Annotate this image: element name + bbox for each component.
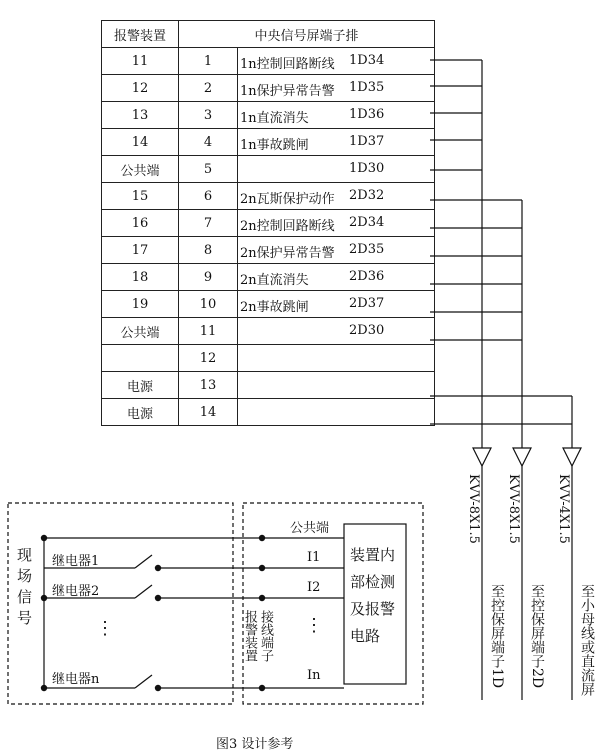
alarm-cell: 18 bbox=[102, 264, 179, 291]
alarm-cell: 公共端 bbox=[102, 156, 179, 183]
terminal-code: 1D30 bbox=[349, 161, 385, 176]
alarm-cell: 15 bbox=[102, 183, 179, 210]
alarm-cell: 公共端 bbox=[102, 318, 179, 345]
relay-1-label: 继电器1 bbox=[52, 554, 100, 569]
alarm-cell: 12 bbox=[102, 75, 179, 102]
alarm-cell: 19 bbox=[102, 291, 179, 318]
terminal-number-cell: 9 bbox=[179, 264, 238, 291]
input-ellipsis: ⋮ bbox=[305, 615, 323, 636]
alarm-cell: 14 bbox=[102, 129, 179, 156]
alarm-cell: 电源 bbox=[102, 372, 179, 399]
header-alarm-device: 报警装置 bbox=[102, 21, 179, 48]
terminal-code: 1D37 bbox=[349, 134, 385, 149]
terminal-number-cell: 2 bbox=[179, 75, 238, 102]
input-i1-label: I1 bbox=[307, 550, 321, 565]
terminal-number-cell: 1 bbox=[179, 48, 238, 75]
signal-description: 2n瓦斯保护动作 bbox=[240, 192, 335, 207]
header-central-signal: 中央信号屏端子排 bbox=[179, 21, 435, 48]
terminal-code: 1D34 bbox=[349, 53, 385, 68]
terminal-number-cell: 5 bbox=[179, 156, 238, 183]
terminal-code: 2D36 bbox=[349, 269, 385, 284]
signal-description: 2n控制回路断线 bbox=[240, 219, 335, 234]
cable-2-type: KVV-8X1.5 bbox=[506, 474, 521, 544]
signal-description: 1n控制回路断线 bbox=[240, 57, 335, 72]
cable-1-type: KVV-8X1.5 bbox=[466, 474, 481, 544]
terminal-number-cell: 4 bbox=[179, 129, 238, 156]
relay-n-label: 继电器n bbox=[52, 672, 100, 687]
terminal-code: 2D37 bbox=[349, 296, 385, 311]
field-signal-label: 现场信号 bbox=[15, 547, 33, 631]
device-box-label: 装置内部检测及报警电路 bbox=[350, 546, 396, 645]
terminal-number-cell: 7 bbox=[179, 210, 238, 237]
alarm-cell: 11 bbox=[102, 48, 179, 75]
cable-1-dest: 至控保屏端子1D bbox=[489, 584, 505, 689]
alarm-cell: 13 bbox=[102, 102, 179, 129]
terminal-number-cell: 12 bbox=[179, 345, 238, 372]
terminal-number-cell: 13 bbox=[179, 372, 238, 399]
terminal-label-b: 报警装置 bbox=[242, 610, 257, 662]
signal-description: 2n保护异常告警 bbox=[240, 246, 335, 261]
terminal-label-a: 接线端子 bbox=[258, 610, 273, 662]
table-wiring bbox=[430, 60, 572, 448]
terminal-number-cell: 11 bbox=[179, 318, 238, 345]
input-i2-label: I2 bbox=[307, 580, 321, 595]
terminal-number-cell: 8 bbox=[179, 237, 238, 264]
terminal-code: 2D34 bbox=[349, 215, 385, 230]
signal-description: 1n直流消失 bbox=[240, 111, 309, 126]
terminal-code: 2D35 bbox=[349, 242, 385, 257]
terminal-code: 2D30 bbox=[349, 323, 385, 338]
cable-3-dest: 至小母线或直流屏 bbox=[579, 584, 595, 696]
input-in-label: In bbox=[307, 668, 321, 683]
alarm-cell: 16 bbox=[102, 210, 179, 237]
alarm-cell: 电源 bbox=[102, 399, 179, 426]
alarm-cell: 17 bbox=[102, 237, 179, 264]
terminal-code: 2D32 bbox=[349, 188, 385, 203]
terminal-number-cell: 3 bbox=[179, 102, 238, 129]
signal-description: 2n直流消失 bbox=[240, 273, 309, 288]
terminal-number-cell: 10 bbox=[179, 291, 238, 318]
signal-description: 1n保护异常告警 bbox=[240, 84, 335, 99]
relay-ellipsis: ⋮ bbox=[96, 618, 114, 639]
cable-2-dest: 至控保屏端子2D bbox=[529, 584, 545, 689]
terminal-number-cell: 6 bbox=[179, 183, 238, 210]
terminal-number-cell: 14 bbox=[179, 399, 238, 426]
signal-description: 1n事故跳闸 bbox=[240, 138, 309, 153]
terminal-code: 1D36 bbox=[349, 107, 385, 122]
common-terminal-label: 公共端 bbox=[290, 521, 330, 536]
terminal-code: 1D35 bbox=[349, 80, 385, 95]
cable-3-type: KVV-4X1.5 bbox=[556, 474, 571, 544]
signal-description: 2n事故跳闸 bbox=[240, 300, 309, 315]
figure-caption: 图3 设计参考 bbox=[216, 737, 294, 752]
relay-2-label: 继电器2 bbox=[52, 584, 100, 599]
